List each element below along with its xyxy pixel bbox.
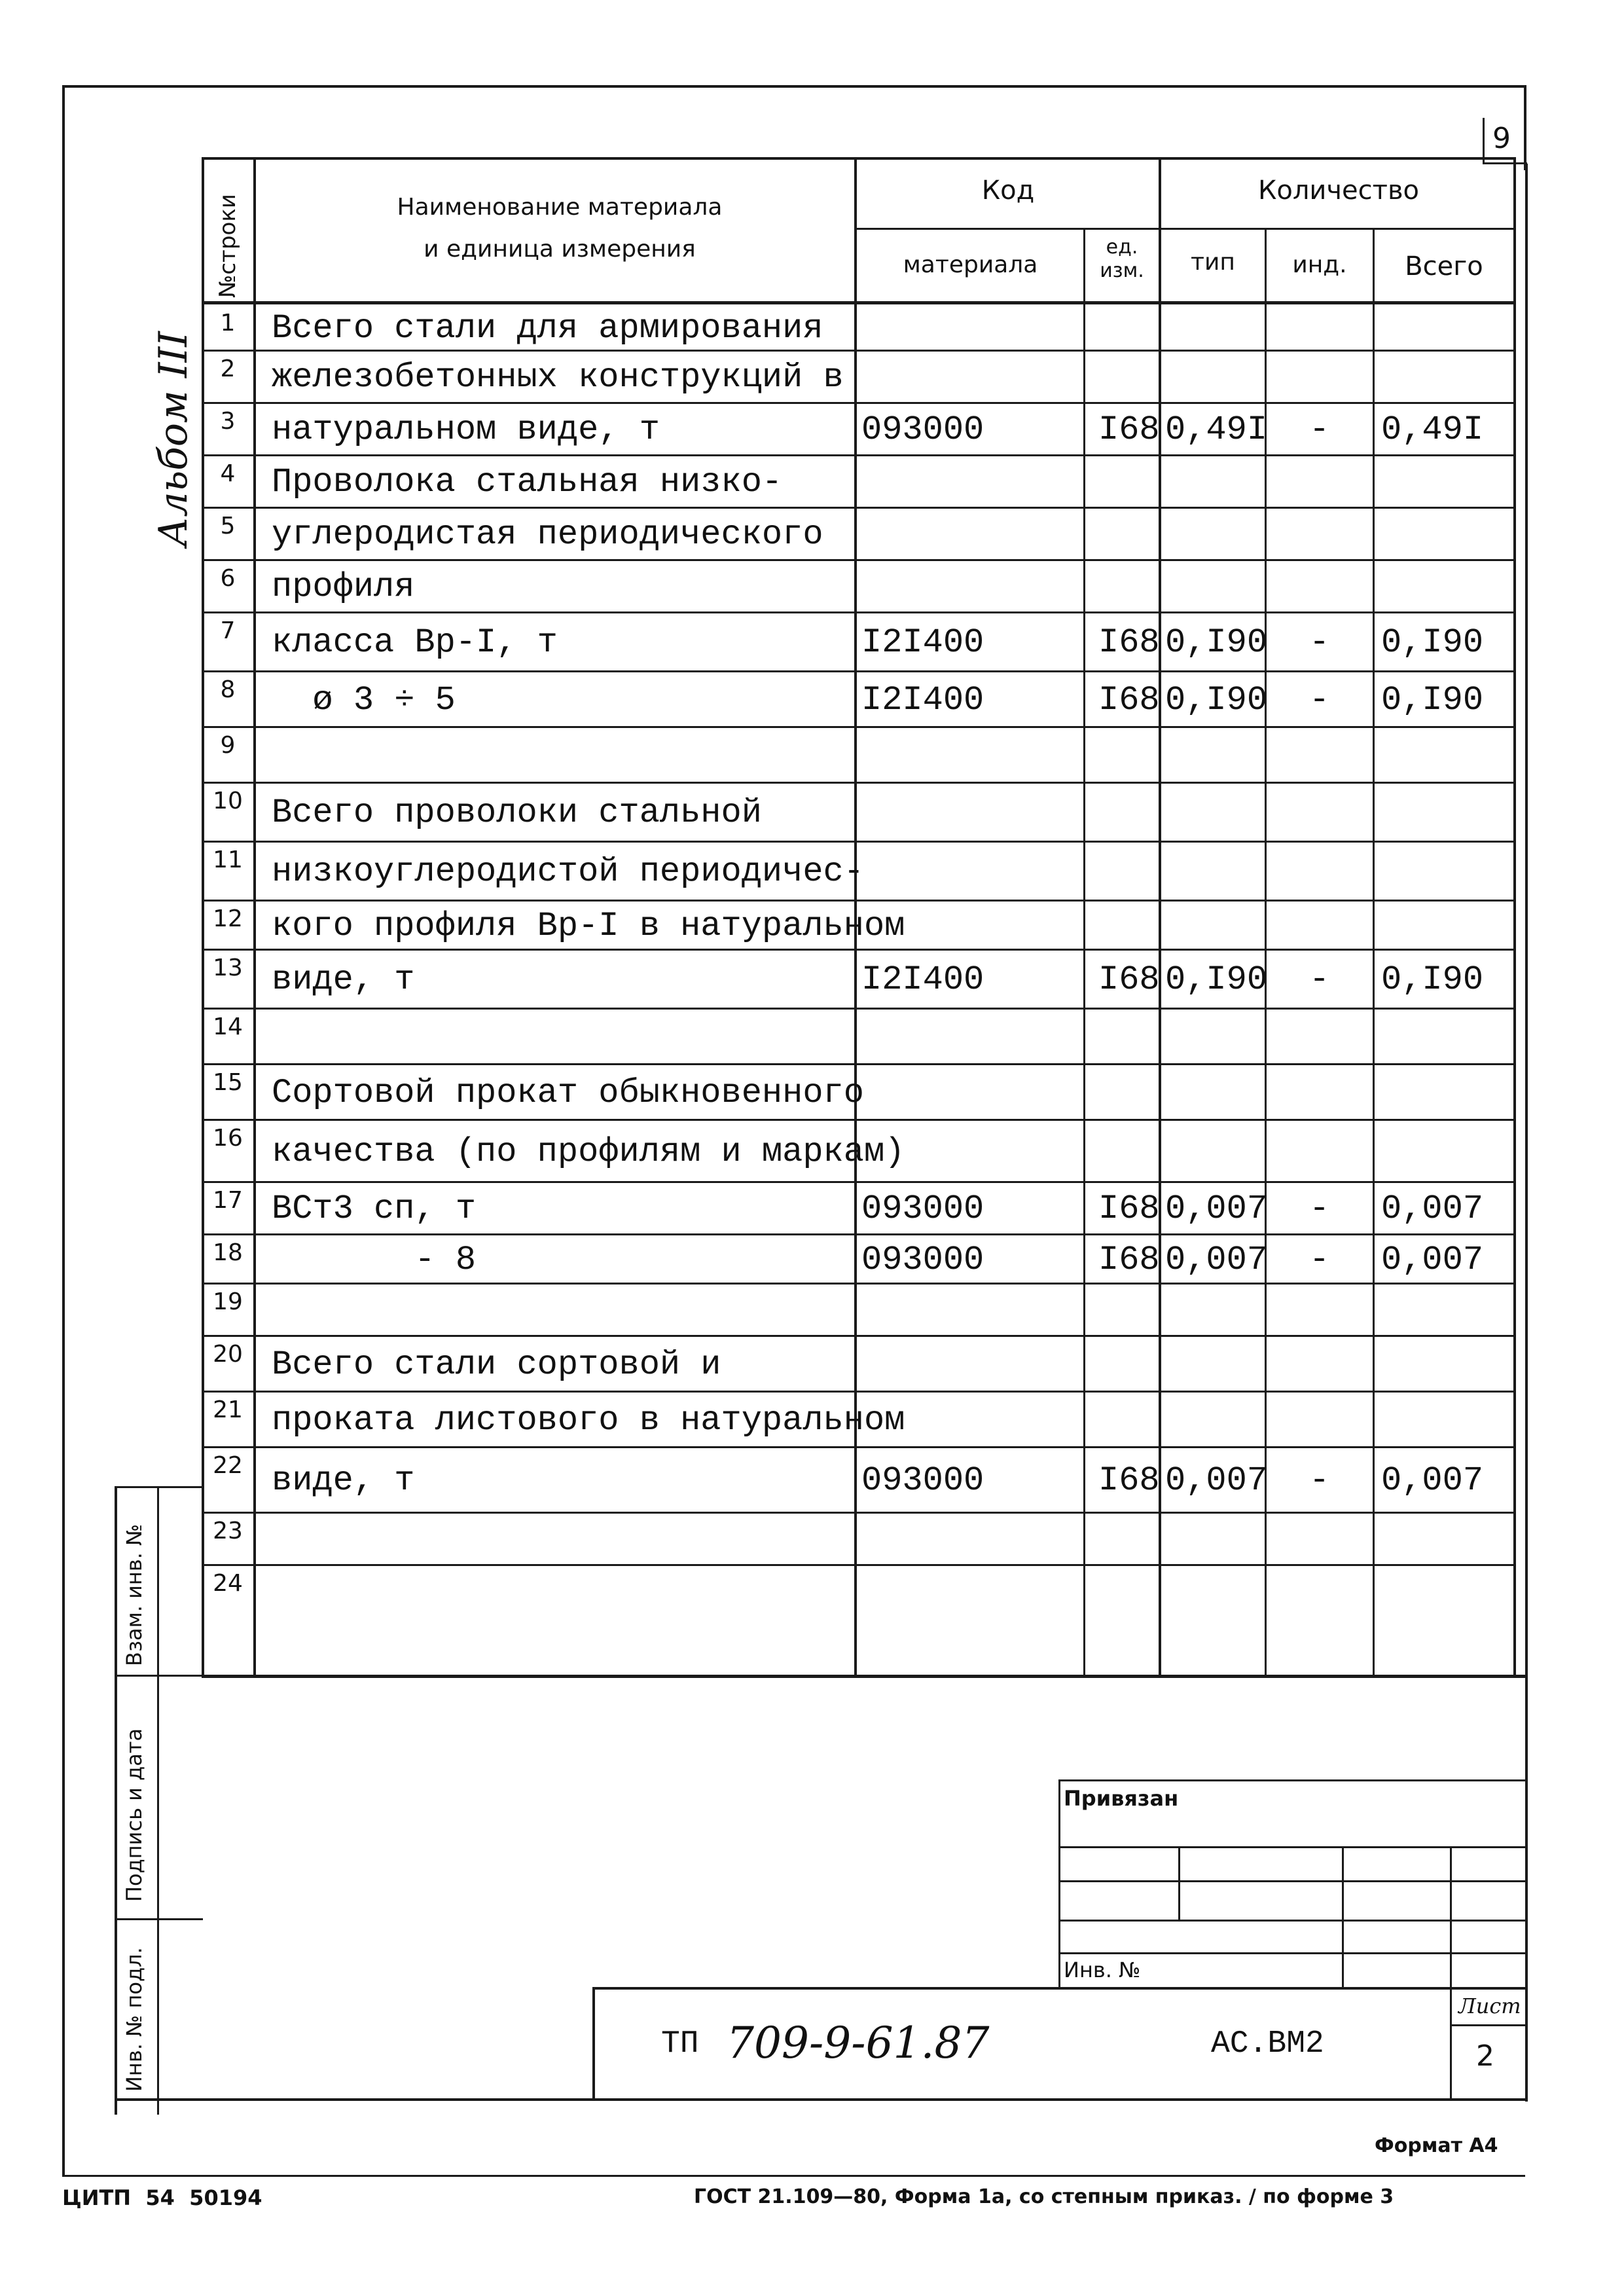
- stamp-attached-h2: [1058, 1880, 1526, 1882]
- row-number: 9: [220, 732, 236, 759]
- side-stamp-inv-orig: Инв. № подл.: [122, 1947, 147, 2092]
- side-stamp-div2: [115, 1918, 203, 1920]
- row-number: 21: [213, 1396, 243, 1423]
- row-material-name: Проволока стальная низко-: [272, 463, 783, 501]
- table-row-divider: [202, 1283, 1516, 1285]
- stamp-attached-v1: [1178, 1846, 1180, 1920]
- row-unit-code: I68: [1098, 681, 1160, 720]
- footer-org: ЦИТП 54 50194: [62, 2185, 262, 2210]
- header-row-number: №строки: [215, 194, 241, 298]
- table-row-divider: [202, 559, 1516, 561]
- table-row-divider: [202, 454, 1516, 456]
- outer-frame-bottom: [62, 2175, 1525, 2177]
- table-row-divider: [202, 507, 1516, 509]
- table-row-divider: [202, 782, 1516, 784]
- titleblock-sheet-divider: [1450, 2024, 1526, 2026]
- outer-frame-left: [62, 85, 65, 2177]
- row-material-name: кого профиля Вр-I в натуральном: [272, 907, 905, 945]
- row-material-name: виде, т: [272, 960, 415, 999]
- row-number: 22: [213, 1452, 243, 1479]
- header-type: тип: [1191, 249, 1235, 276]
- row-material-name: Всего стали для армирования: [272, 309, 823, 348]
- format-label: Формат А4: [1375, 2134, 1498, 2157]
- row-unit-code: I68: [1098, 410, 1160, 449]
- row-material-name: класса Вр-I, т: [272, 623, 558, 662]
- row-number: 5: [220, 513, 236, 539]
- row-qty-type: 0,007: [1165, 1241, 1268, 1279]
- table-vline-code: [1083, 229, 1085, 1677]
- side-stamp-left: [115, 1486, 117, 2115]
- row-number: 16: [213, 1125, 243, 1152]
- row-number: 10: [213, 788, 243, 814]
- row-unit-code: I68: [1098, 623, 1160, 662]
- table-vline-unit: [1159, 157, 1161, 1677]
- side-stamp-bottom: [115, 2098, 203, 2101]
- row-qty-type: 0,49I: [1165, 410, 1268, 449]
- row-number: 19: [213, 1288, 243, 1315]
- row-material-name: - 8: [272, 1241, 477, 1279]
- row-number: 12: [213, 905, 243, 932]
- row-qty-type: 0,007: [1165, 1461, 1268, 1500]
- header-name-line2: и единица измерения: [424, 236, 696, 263]
- row-qty-individual: -: [1309, 960, 1330, 999]
- side-stamp-div1: [115, 1675, 203, 1677]
- sheet-value: 2: [1476, 2039, 1494, 2073]
- row-number: 6: [220, 565, 236, 592]
- row-qty-individual: -: [1309, 681, 1330, 720]
- titleblock-top: [592, 1987, 1526, 1990]
- album-label: Альбом III: [151, 331, 196, 547]
- row-number: 7: [220, 617, 236, 644]
- row-qty-type: 0,I90: [1165, 681, 1268, 720]
- header-code-group: Код: [981, 175, 1035, 206]
- page-number: 9: [1492, 122, 1511, 155]
- titleblock-left: [592, 1987, 595, 2100]
- row-qty-type: 0,I90: [1165, 623, 1268, 662]
- row-qty-individual: -: [1309, 623, 1330, 662]
- row-qty-total: 0,007: [1381, 1190, 1484, 1228]
- table-row-divider: [202, 900, 1516, 902]
- row-material-name: виде, т: [272, 1461, 415, 1500]
- footer-gost: ГОСТ 21.109—80, Форма 1а, со степным приказ. / по форме 3: [694, 2185, 1394, 2208]
- side-stamp-replace-inv: Взам. инв. №: [122, 1523, 147, 1666]
- row-number: 2: [220, 355, 236, 382]
- table-row-divider: [202, 1335, 1516, 1337]
- doc-code: АС.ВМ2: [1211, 2026, 1324, 2062]
- side-stamp-right: [157, 1486, 159, 2115]
- table-row-divider: [202, 1119, 1516, 1121]
- table-hline-subheader: [854, 228, 1515, 230]
- row-number: 14: [213, 1013, 243, 1040]
- doc-number: 709-9-61.87: [727, 2018, 990, 2068]
- row-unit-code: I68: [1098, 1190, 1160, 1228]
- row-number: 20: [213, 1341, 243, 1368]
- row-qty-type: 0,I90: [1165, 960, 1268, 999]
- table-row-divider: [202, 1512, 1516, 1514]
- row-number: 23: [213, 1518, 243, 1544]
- table-row-divider: [202, 402, 1516, 404]
- row-material-code: I2I400: [861, 681, 984, 720]
- row-material-name: ø 3 ÷ 5: [272, 681, 456, 720]
- table-row-divider: [202, 670, 1516, 672]
- sheet-label: Лист: [1458, 1994, 1521, 2018]
- row-material-code: 093000: [861, 1190, 984, 1228]
- row-qty-total: 0,I90: [1381, 960, 1484, 999]
- row-material-code: I2I400: [861, 623, 984, 662]
- row-qty-individual: -: [1309, 410, 1330, 449]
- row-qty-total: 0,I90: [1381, 623, 1484, 662]
- header-material: материала: [903, 251, 1038, 278]
- table-hline-header-bottom: [202, 301, 1516, 304]
- stamp-attached-h4: [1058, 1952, 1526, 1954]
- stamp-attached-h3: [1058, 1920, 1526, 1922]
- row-material-name: ВСт3 сп, т: [272, 1190, 477, 1228]
- stamp-attached-left: [1058, 1779, 1060, 1989]
- row-material-code: I2I400: [861, 960, 984, 999]
- row-material-name: Сортовой прокат обыкновенного: [272, 1074, 864, 1112]
- table-row-divider: [202, 841, 1516, 843]
- row-number: 3: [220, 408, 236, 435]
- row-unit-code: I68: [1098, 1241, 1160, 1279]
- row-qty-individual: -: [1309, 1461, 1330, 1500]
- row-qty-type: 0,007: [1165, 1190, 1268, 1228]
- header-quantity-group: Количество: [1257, 175, 1419, 206]
- row-qty-total: 0,49I: [1381, 410, 1484, 449]
- row-material-name: Всего стали сортовой и: [272, 1345, 721, 1384]
- page-number-box-bottom: [1483, 162, 1527, 164]
- stamp-attached-v2: [1342, 1846, 1344, 1987]
- stamp-attached-label: Привязан: [1064, 1786, 1179, 1811]
- row-material-name: железобетонных конструкций в: [272, 358, 844, 397]
- inner-frame-right: [1525, 164, 1528, 2102]
- side-stamp-top: [115, 1486, 203, 1488]
- row-material-name: низкоуглеродистой периодичес-: [272, 852, 864, 891]
- row-number: 24: [213, 1570, 243, 1597]
- table-row-divider: [202, 726, 1516, 728]
- row-material-name: углеродистая периодического: [272, 515, 823, 554]
- row-number: 8: [220, 676, 236, 703]
- row-material-code: 093000: [861, 1241, 984, 1279]
- row-material-name: Всего проволоки стальной: [272, 793, 762, 832]
- header-name-line1: Наименование материала: [397, 194, 723, 221]
- table-vline-right: [1513, 157, 1516, 1677]
- row-material-name: натуральном виде, т: [272, 410, 660, 449]
- table-row-divider: [202, 1063, 1516, 1065]
- table-hline-top: [202, 157, 1516, 160]
- table-row-divider: [202, 1181, 1516, 1183]
- row-qty-total: 0,007: [1381, 1461, 1484, 1500]
- row-qty-total: 0,I90: [1381, 681, 1484, 720]
- table-row-divider: [202, 1564, 1516, 1566]
- row-material-code: 093000: [861, 410, 984, 449]
- stamp-inv-no-label: Инв. №: [1064, 1958, 1141, 1982]
- stamp-attached-h1: [1058, 1846, 1526, 1848]
- table-row-divider: [202, 350, 1516, 352]
- row-qty-total: 0,007: [1381, 1241, 1484, 1279]
- row-number: 15: [213, 1069, 243, 1096]
- frame-bottom-inner: [202, 2098, 1528, 2101]
- header-total: Всего: [1405, 251, 1483, 282]
- row-material-name: профиля: [272, 568, 415, 606]
- table-row-divider: [202, 1391, 1516, 1393]
- row-number: 1: [220, 310, 236, 337]
- row-unit-code: I68: [1098, 1461, 1160, 1500]
- doc-prefix: ТП: [661, 2026, 699, 2062]
- row-unit-code: I68: [1098, 960, 1160, 999]
- row-qty-individual: -: [1309, 1241, 1330, 1279]
- row-qty-individual: -: [1309, 1190, 1330, 1228]
- row-number: 11: [213, 847, 243, 873]
- row-material-name: качества (по профилям и маркам): [272, 1133, 905, 1171]
- row-number: 18: [213, 1239, 243, 1266]
- table-row-divider: [202, 1008, 1516, 1010]
- row-material-code: 093000: [861, 1461, 984, 1500]
- table-row-divider: [202, 611, 1516, 613]
- row-number: 4: [220, 460, 236, 487]
- row-number: 13: [213, 955, 243, 981]
- row-number: 17: [213, 1187, 243, 1214]
- row-material-name: проката листового в натуральном: [272, 1401, 905, 1440]
- table-row-divider: [202, 1233, 1516, 1235]
- table-row-divider: [202, 949, 1516, 951]
- stamp-attached-top: [1058, 1779, 1526, 1781]
- header-unit: ед. изм.: [1100, 236, 1144, 282]
- stamp-attached-v3: [1450, 1846, 1452, 2098]
- table-row-divider: [202, 1446, 1516, 1448]
- outer-frame-top: [62, 85, 1525, 88]
- header-individual: инд.: [1292, 251, 1347, 278]
- side-stamp-sign-date: Подпись и дата: [122, 1728, 147, 1902]
- table-vline-ind: [1373, 229, 1375, 1677]
- table-hline-bottom: [202, 1675, 1528, 1678]
- outer-frame-right: [1524, 85, 1526, 170]
